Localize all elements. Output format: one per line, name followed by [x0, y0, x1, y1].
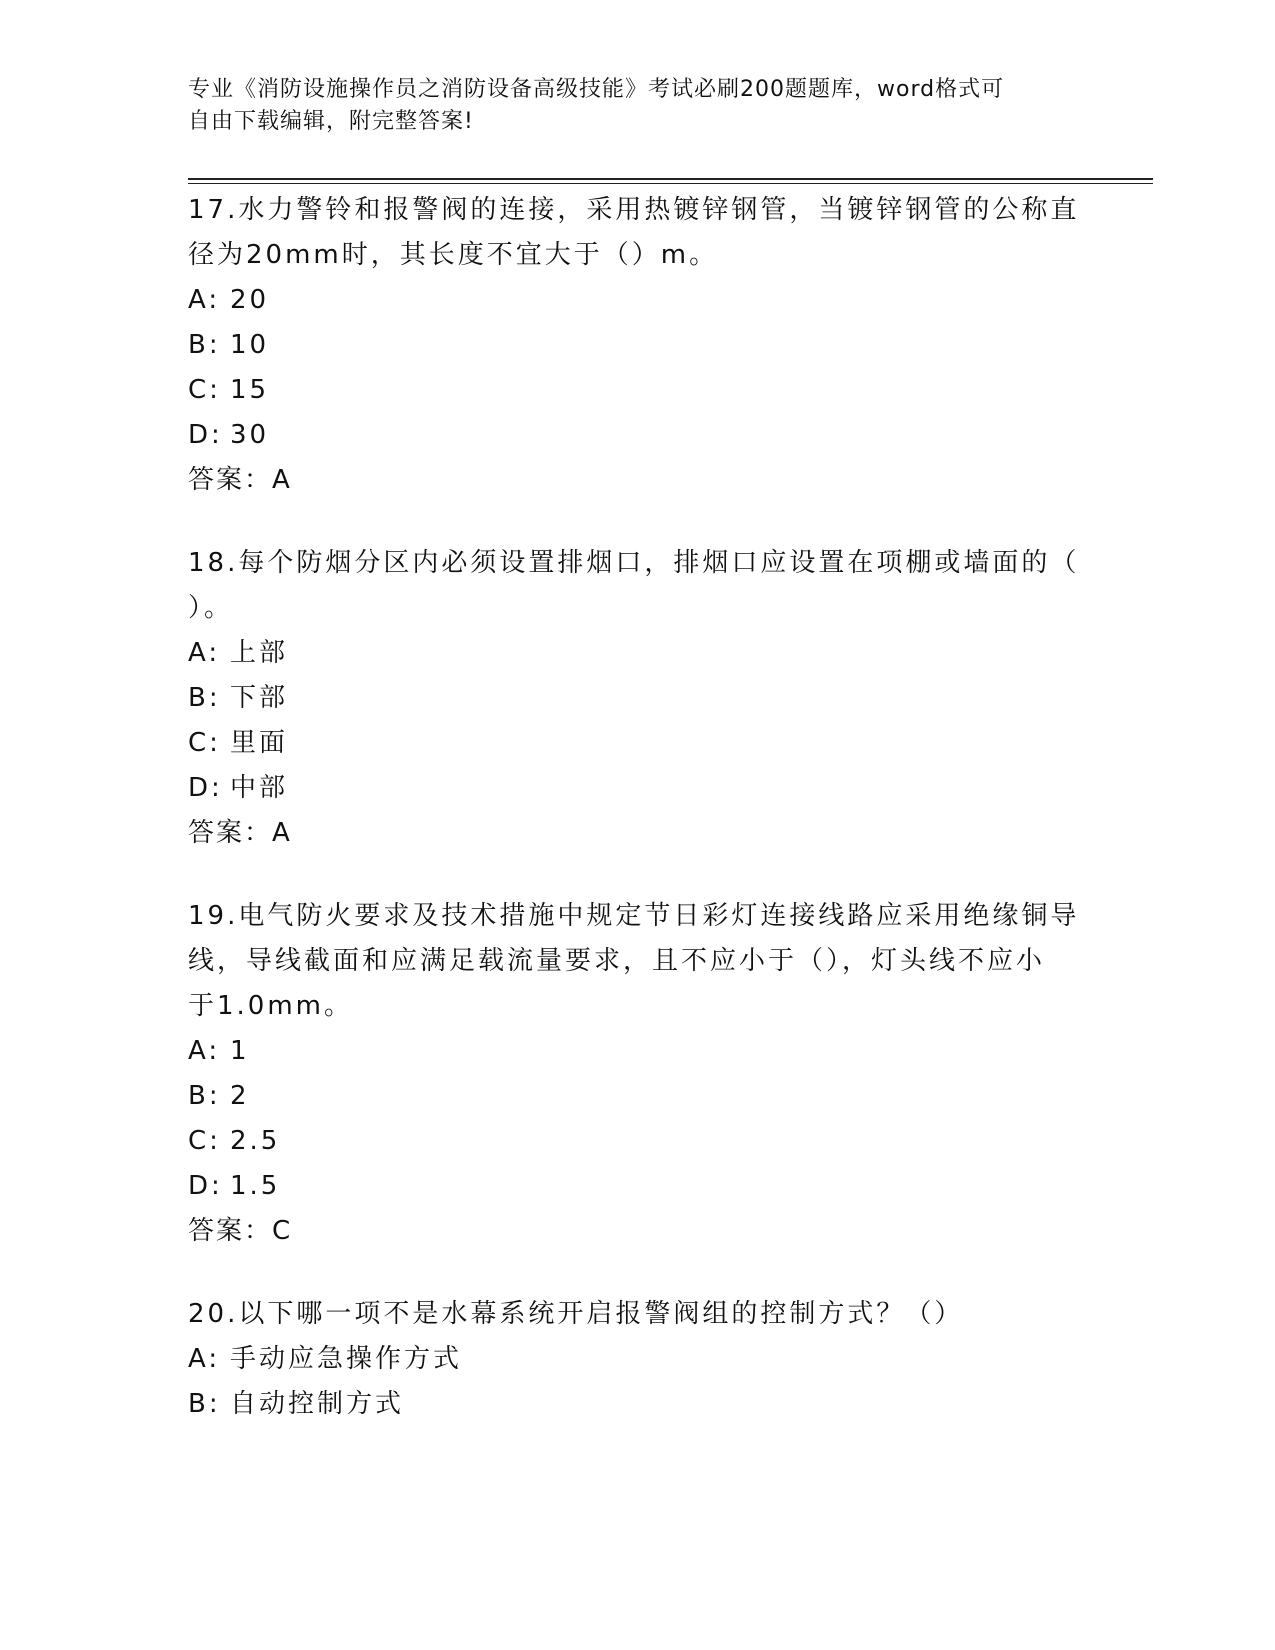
option-key: A: [188, 1036, 221, 1066]
answer-key: 答案：A [188, 465, 292, 495]
answer-option [188, 1337, 1088, 1382]
answer-option [188, 1029, 1088, 1074]
answer-key: 答案：C [188, 1216, 293, 1246]
answer-option [188, 721, 1088, 766]
option-text: 30 [230, 420, 270, 450]
question-stem-line: 20.以下哪一项不是水幕系统开启报警阀组的控制方式？（） [188, 1299, 964, 1329]
option-key: A: [188, 1344, 221, 1374]
answer-option [188, 766, 1088, 811]
option-text: 上部 [230, 638, 289, 668]
question-list [188, 188, 1088, 1465]
question-2 [188, 541, 1088, 856]
answer-key: 答案：A [188, 818, 292, 848]
option-key: C: [188, 375, 221, 405]
question-1 [188, 188, 1088, 503]
option-key: B: [188, 1081, 221, 1111]
answer-option [188, 1382, 1088, 1427]
option-text: 下部 [230, 683, 289, 713]
option-text: 1 [230, 1036, 250, 1066]
answer-option [188, 1164, 1088, 1209]
question-stem-line: ）。 [188, 593, 234, 623]
question-4 [188, 1292, 1088, 1427]
question-stem-line: 17.水力警铃和报警阀的连接，采用热镀锌钢管，当镀锌钢管的公称直 [188, 195, 1080, 225]
question-stem-line: 18.每个防烟分区内必须设置排烟口，排烟口应设置在项棚或墙面的（ [188, 548, 1080, 578]
option-key: B: [188, 330, 221, 360]
answer-option [188, 676, 1088, 721]
option-key: A: [188, 285, 221, 315]
answer-option [188, 1119, 1088, 1164]
question-stem-line: 19.电气防火要求及技术措施中规定节日彩灯连接线路应采用绝缘铜导 [188, 901, 1080, 931]
option-key: A: [188, 638, 221, 668]
document-header [188, 74, 1068, 138]
option-text: 20 [230, 285, 270, 315]
option-key: B: [188, 683, 221, 713]
answer-option [188, 368, 1088, 413]
header-line-1: 专业《消防设施操作员之消防设备高级技能》考试必刷200题题库，word格式可 [188, 77, 1005, 102]
option-key: D: [188, 773, 223, 803]
option-key: B: [188, 1389, 221, 1419]
answer-option [188, 323, 1088, 368]
option-text: 自动控制方式 [230, 1389, 405, 1419]
option-key: C: [188, 1126, 221, 1156]
option-text: 手动应急操作方式 [230, 1344, 463, 1374]
option-text: 中部 [230, 773, 289, 803]
question-stem-line: 于1.0mm。 [188, 991, 354, 1021]
header-divider-thin [188, 183, 1153, 184]
header-divider-thick [188, 178, 1153, 180]
answer-option [188, 278, 1088, 323]
option-text: 1.5 [230, 1171, 281, 1201]
option-text: 15 [230, 375, 270, 405]
header-line-2: 自由下载编辑，附完整答案! [188, 109, 474, 134]
option-key: D: [188, 420, 223, 450]
question-stem-line: 线，导线截面和应满足载流量要求，且不应小于（），灯头线不应小 [188, 946, 1046, 976]
option-text: 里面 [230, 728, 289, 758]
option-text: 2.5 [230, 1126, 281, 1156]
option-text: 2 [230, 1081, 250, 1111]
answer-option [188, 631, 1088, 676]
option-key: D: [188, 1171, 223, 1201]
option-key: C: [188, 728, 221, 758]
question-3 [188, 894, 1088, 1254]
option-text: 10 [230, 330, 270, 360]
question-stem-line: 径为20mm时，其长度不宜大于（）m。 [188, 240, 719, 270]
answer-option [188, 413, 1088, 458]
answer-option [188, 1074, 1088, 1119]
